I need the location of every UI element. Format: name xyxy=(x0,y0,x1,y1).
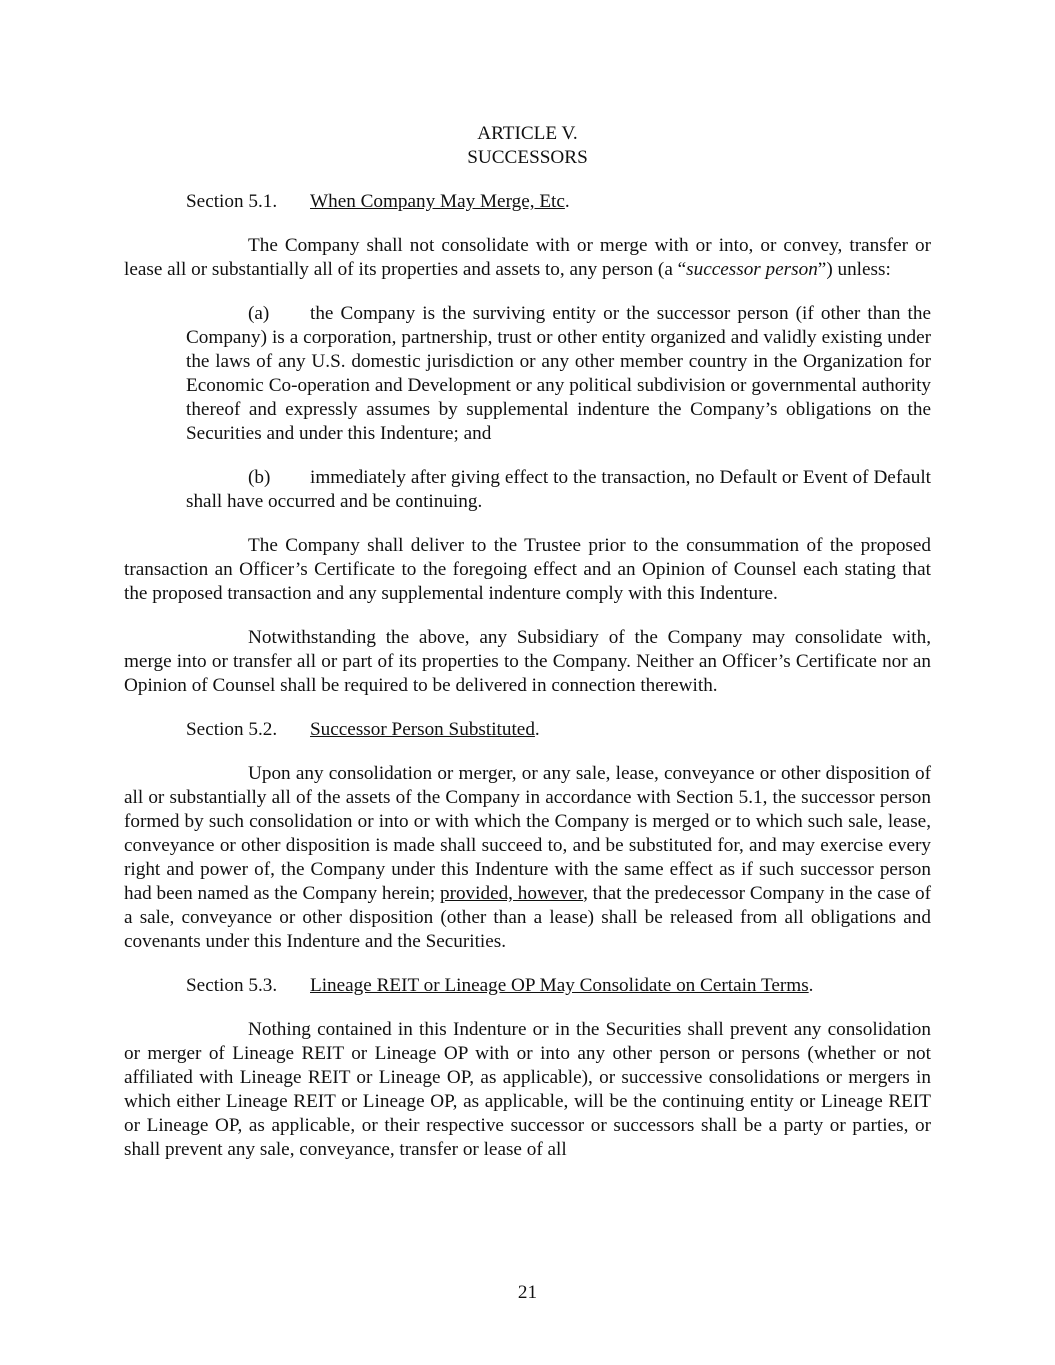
item-label: (b) xyxy=(248,467,271,488)
item-text: immediately after giving effect to the transaction, no Default or Event of Default shall have occurred and be continuing. xyxy=(186,467,931,512)
defined-term: successor person xyxy=(686,259,818,280)
section-5-2-paragraph xyxy=(124,762,931,954)
article-title: SUCCESSORS xyxy=(467,147,588,168)
page-number: 21 xyxy=(517,1282,538,1303)
section-title-end: . xyxy=(808,975,814,996)
section-title-end: . xyxy=(534,719,540,740)
section-5-3-heading xyxy=(186,974,931,998)
document-page xyxy=(124,122,931,1182)
intro-text-end: ”) unless: xyxy=(817,259,891,280)
section-number: Section 5.1. xyxy=(186,191,278,212)
section-5-1-paragraph-3: Notwithstanding the above, any Subsidiary of the Company may consolidate with, merge into or transfer all or part of its properties to the Company. Neither an Officer’s Certificate nor an Opinion of Counsel shall be required to be delivered in connection therewith. xyxy=(124,627,931,696)
article-number: ARTICLE V. xyxy=(477,123,578,144)
section-number: Section 5.2. xyxy=(186,719,278,740)
section-5-1-heading xyxy=(186,190,931,214)
item-text: the Company is the surviving entity or the successor person (if other than the Company) is a corporation, partnership, trust or other entity organized and validly existing under the laws of any U.S. domestic jurisdiction or any other member country in the Organization for Economic Co-operation and Development or any political subdivision or governmental authority thereof and expressly assumes by supplemental indenture the Company’s obligations on the Securities and under this Indenture; and xyxy=(186,303,931,444)
section-number: Section 5.3. xyxy=(186,975,278,996)
section-5-2-heading xyxy=(186,718,931,742)
proviso-term: provided, however xyxy=(439,883,584,904)
paragraph-text: Upon any consolidation or merger, or any sale, lease, conveyance or other disposition of all or substantially all of the assets of the Company in accordance with Section 5.1, the successor person formed by such consolidation or into or with which the Company is merged or to which such sale, lease, conveyance or other disposition is made shall succeed to, and be substituted for, and may exercise every right and power of, the Company under this Indenture with the same effect as if such successor person had been named as the Company herein; xyxy=(124,763,931,904)
section-5-1-paragraph-2: The Company shall deliver to the Trustee prior to the consummation of the proposed transaction an Officer’s Certificate to the foregoing effect and an Opinion of Counsel each stating that the proposed transaction and any supplemental indenture comply with this Indenture. xyxy=(124,535,931,604)
paragraph-text-end: , that the predecessor Company in the case of a sale, conveyance or other disposition (other than a lease) shall be released from all obligations and covenants under this Indenture and the Securities. xyxy=(124,883,931,952)
section-5-1-item-a xyxy=(186,302,931,446)
section-5-1-item-b xyxy=(186,466,931,514)
section-5-1-intro xyxy=(124,234,931,282)
section-title-end: . xyxy=(564,191,570,212)
section-title: Successor Person Substituted xyxy=(310,719,535,740)
section-title: When Company May Merge, Etc xyxy=(310,191,565,212)
section-5-3-paragraph: Nothing contained in this Indenture or in the Securities shall prevent any consolidation or merger of Lineage REIT or Lineage OP with or into any other person or persons (whether or not affiliated with Lineage REIT or Lineage OP, as applicable), or successive consolidations or mergers in which either Lineage REIT or Lineage OP, as applicable, will be the continuing entity or Lineage REIT or Lineage OP, as applicable, or their respective successor or successors shall be a party or parties, or shall prevent any sale, conveyance, transfer or lease of all xyxy=(124,1019,931,1160)
intro-text: The Company shall not consolidate with or merge with or into, or convey, transfer or lease all or substantially all of its properties and assets to, any person (a “ xyxy=(124,235,931,280)
article-heading xyxy=(124,122,931,170)
item-label: (a) xyxy=(248,303,270,324)
section-title: Lineage REIT or Lineage OP May Consolidate on Certain Terms xyxy=(310,975,809,996)
